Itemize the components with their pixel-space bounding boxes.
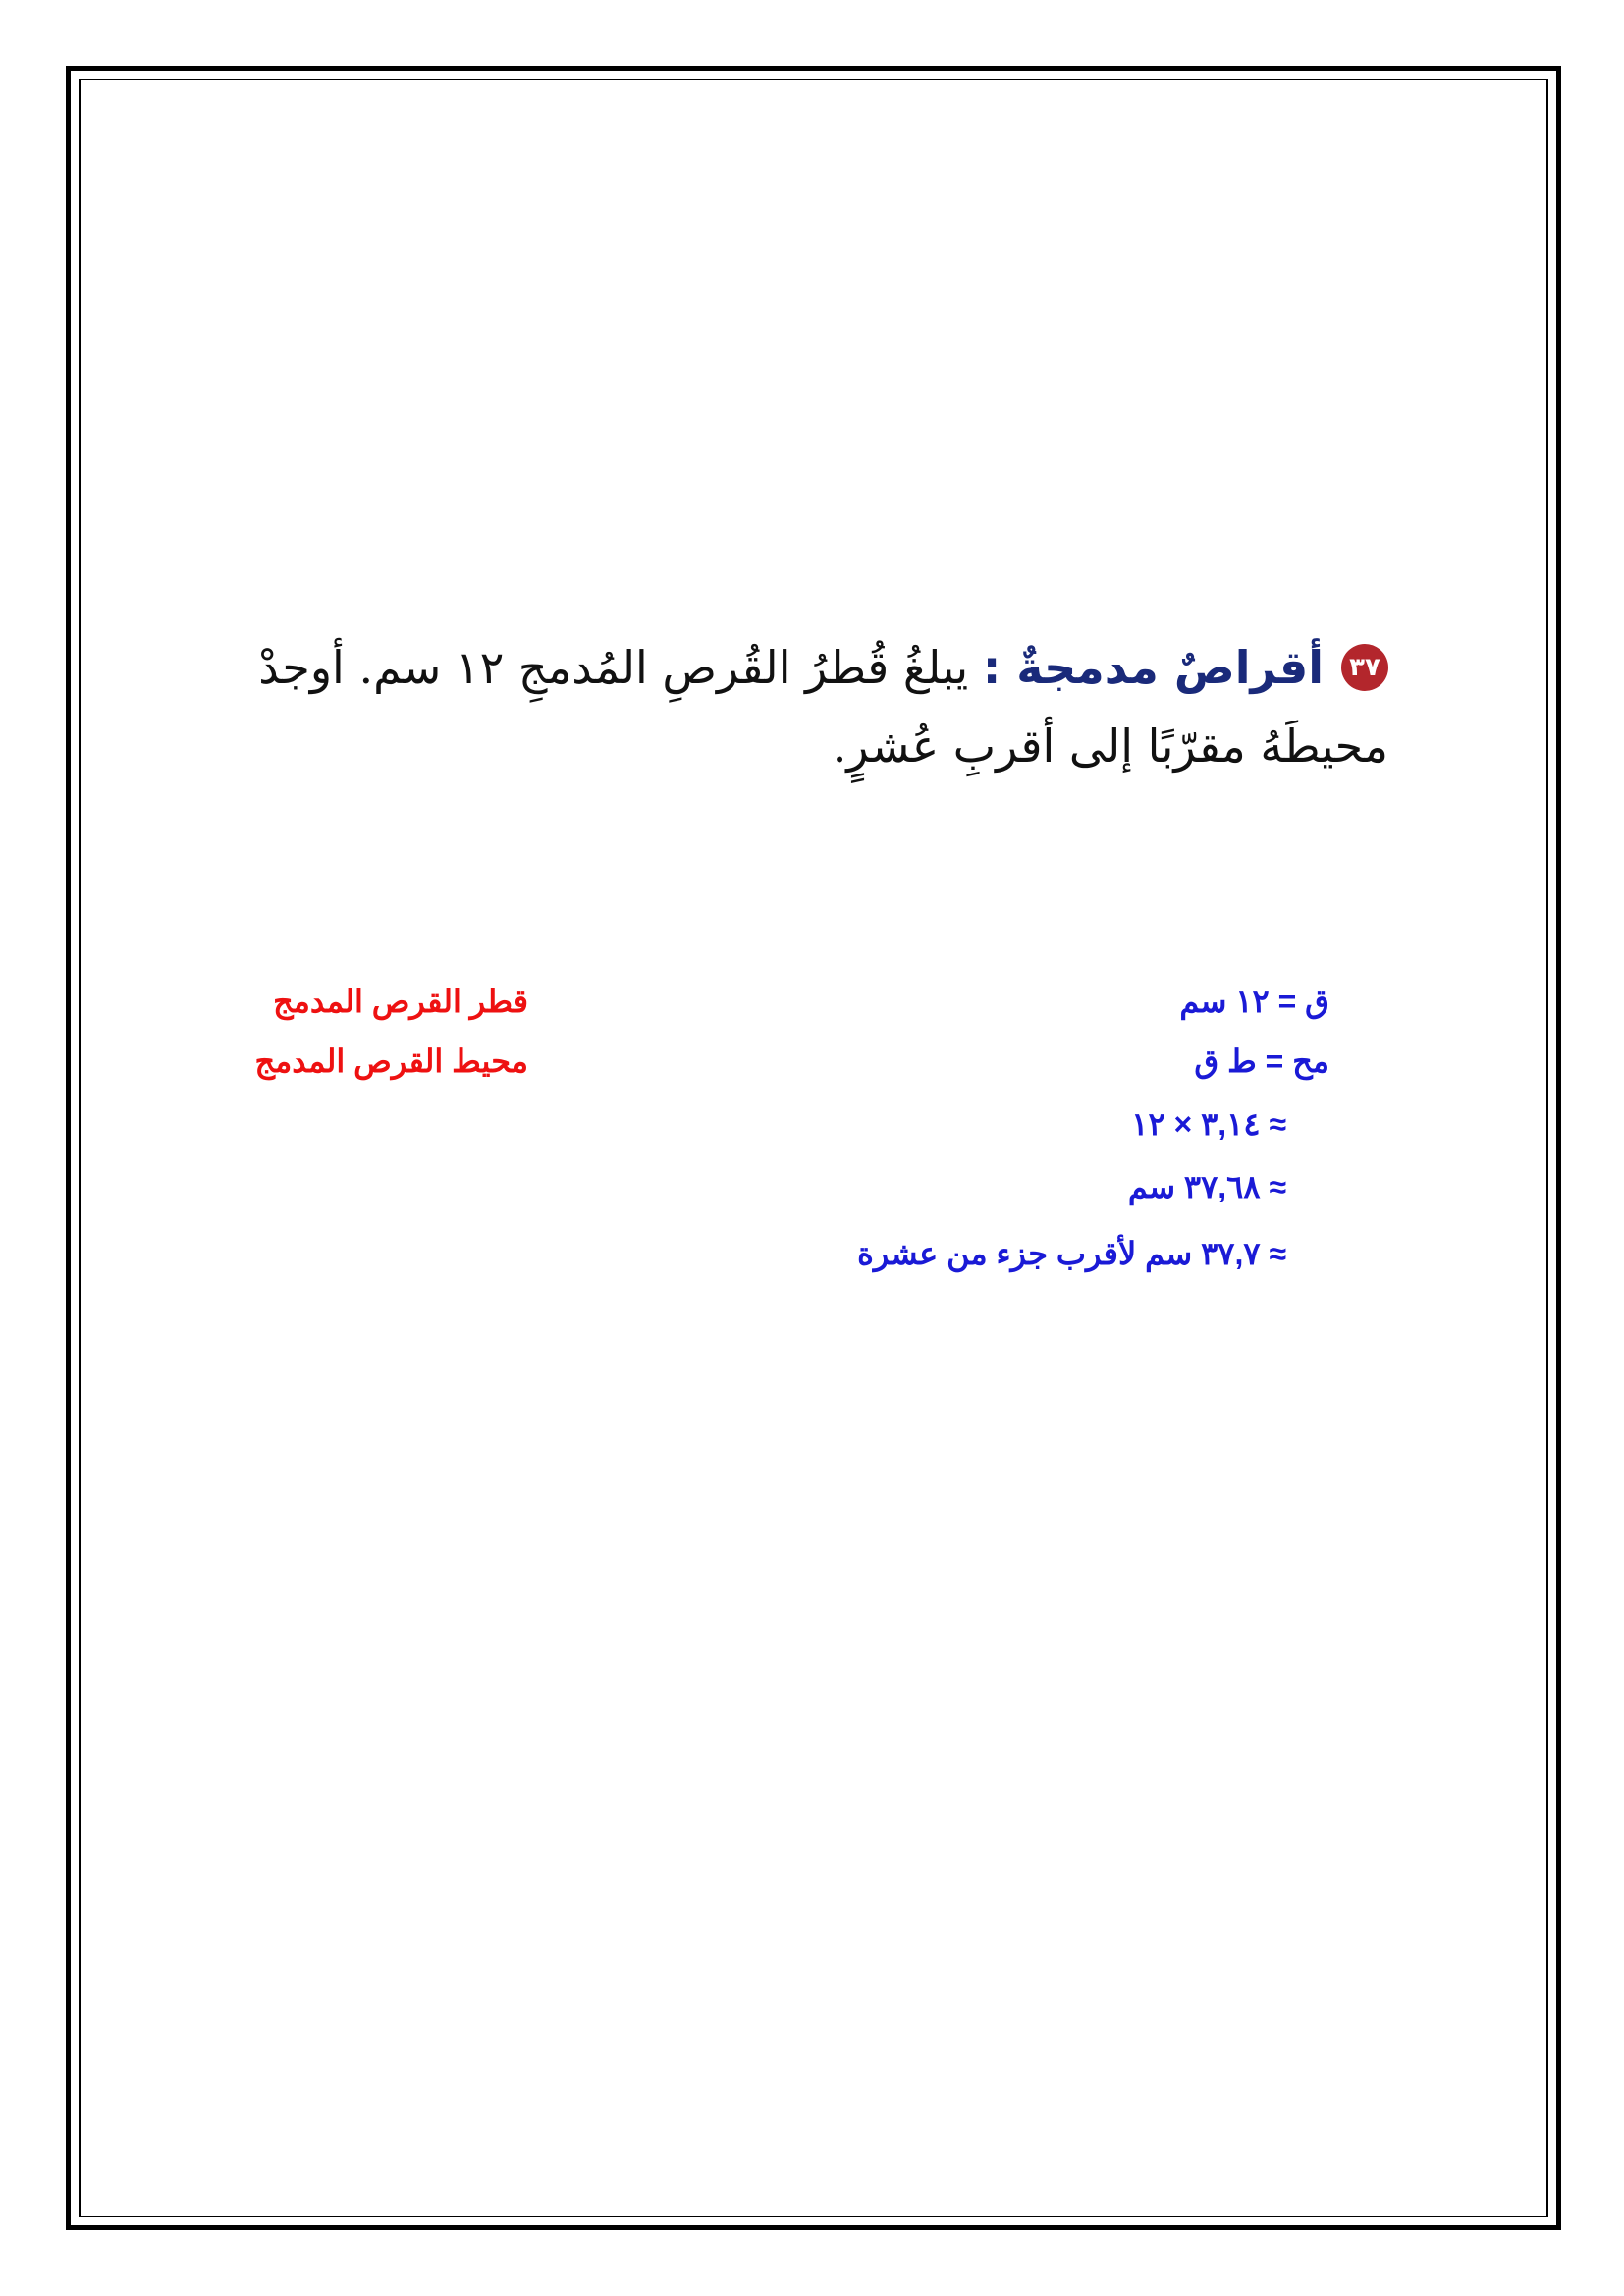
problem-title: أقراصٌ مدمجةٌ : [982,641,1324,694]
solution-line-substitution: ≈ ٣,١٤ × ١٢ [1131,1106,1286,1142]
solution-line-diameter: ق = ١٢ سم [1179,984,1329,1019]
solution-line-rounded: ≈ ٣٧,٧ سم لأقرب جزء من عشرة [857,1236,1286,1271]
problem-statement [210,628,1388,785]
page-border-inner [79,79,1548,2217]
solution-line-formula: مح = ط ق [1194,1043,1329,1079]
problem-number-badge: ٣٧ [1341,644,1388,691]
note-circumference: محيط القرص المدمج [254,1043,528,1079]
solution-line-result: ≈ ٣٧,٦٨ سم [1127,1169,1286,1204]
note-diameter: قطر القرص المدمج [273,984,528,1019]
problem-text: يبلغُ قُطرُ القُرصِ المُدمجِ ١٢ سم. أوجدْ محيطَهُ مقرّبًا إلى أقربِ عُشرٍ. [258,641,1388,773]
